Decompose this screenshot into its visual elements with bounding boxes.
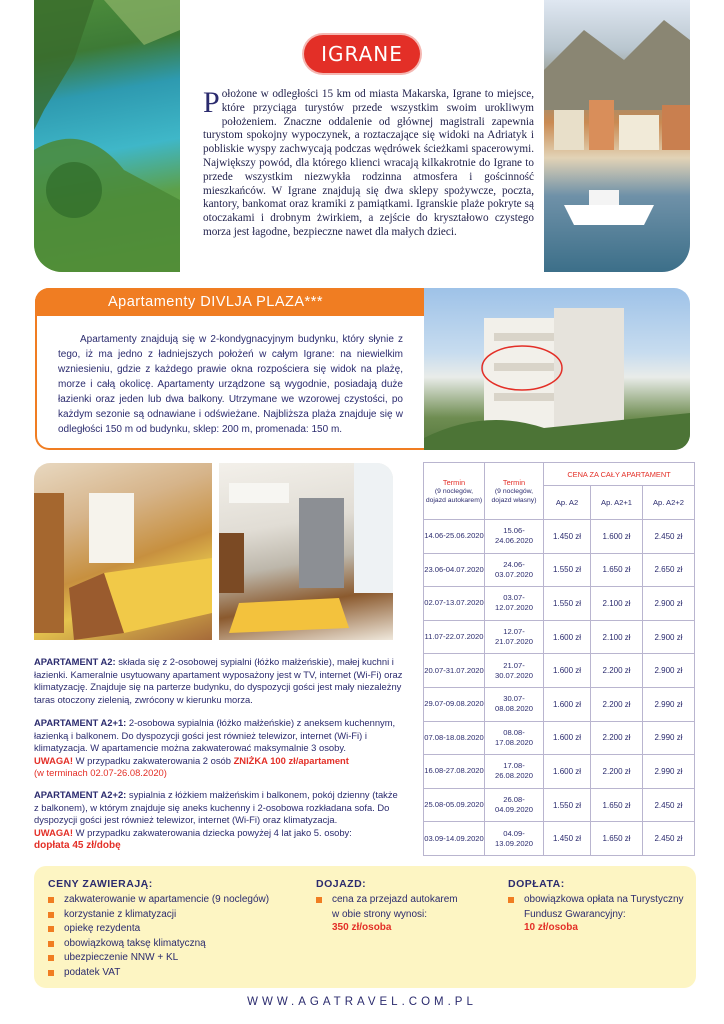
extra-text: obowiązkowa opłata na Turystyczny Fundusz Gwarancyjny: [508,893,688,922]
table-row [424,520,695,554]
cell-own: 12.07-21.07.2020 [485,620,544,654]
cell-a21: 2.200 zł [591,721,643,755]
cell-bus: 29.07-09.08.2020 [424,687,485,721]
apartment-a21-discount: ZNIŻKA 100 zł/apartament [233,754,349,766]
list-item: zakwaterowanie w apartamencie (9 noclegów) [48,893,298,908]
includes-title: CENY ZAWIERAJĄ: [48,878,153,890]
cell-a22: 2.650 zł [643,553,695,587]
apartment-a21-description [34,717,404,780]
extra-title: DOPŁATA: [508,878,565,890]
cell-a2: 1.600 zł [544,721,591,755]
cell-a22: 2.990 zł [643,755,695,789]
dropcap: P [203,86,220,119]
list-item: korzystanie z klimatyzacji [48,908,298,923]
list-item: podatek VAT [48,966,298,981]
cell-a22: 2.450 zł [643,788,695,822]
cell-a22: 2.450 zł [643,520,695,554]
cell-bus: 16.08-27.08.2020 [424,755,485,789]
cell-a2: 1.550 zł [544,788,591,822]
cell-own: 24.06-03.07.2020 [485,553,544,587]
apartment-a22-warning-text: W przypadku zakwaterowania dziecka powyżej 4 lat jako 5. osoby: [75,826,352,838]
extra-price: 10 zł/osoba [524,922,578,933]
cell-a2: 1.600 zł [544,620,591,654]
cell-a2: 1.600 zł [544,687,591,721]
cell-own: 04.09-13.09.2020 [485,822,544,856]
cell-own: 30.07-08.08.2020 [485,687,544,721]
cell-bus: 23.06-04.07.2020 [424,553,485,587]
website-link[interactable]: WWW.AGATRAVEL.COM.PL [247,996,477,1008]
cell-bus: 07.08-18.08.2020 [424,721,485,755]
cell-bus: 25.08-05.09.2020 [424,788,485,822]
cell-bus: 20.07-31.07.2020 [424,654,485,688]
table-row [424,553,695,587]
cell-a21: 1.650 zł [591,553,643,587]
price-table [423,462,695,856]
cell-a21: 2.100 zł [591,620,643,654]
apartment-a22-warning-label: UWAGA! [34,826,74,838]
cell-a21: 2.200 zł [591,654,643,688]
cell-bus: 03.09-14.09.2020 [424,822,485,856]
apartment-a21-warning-text: W przypadku zakwaterowania 2 osób [75,754,231,766]
cell-bus: 11.07-22.07.2020 [424,620,485,654]
travel-title: DOJAZD: [316,878,367,890]
col-header-own [485,463,544,520]
cell-a21: 2.100 zł [591,587,643,621]
cell-own: 08.08-17.08.2020 [485,721,544,755]
apartment-a21-warning-label: UWAGA! [34,754,74,766]
col-header-bus [424,463,485,520]
page-title: IGRANE [304,35,420,73]
intro-paragraph: ołożone w odległości 15 km od miasta Makarska, Igrane to miejsce, które przyciąga turystów przede wszystkim swoim urokliwym położeniem. Znaczne oddalenie od głównej magistrali zapewnia turystom spokojny wypoczynek, a roztaczające się widoki na Adriatyk i pobliskie wyspy zachwycają podczas wędrówek ścieżkami spacerowymi. Największy powód, dla którego klienci wracają kilkakrotnie do Igrane to przede wszystkim niezwykła rodzinna atmosfera i gościnność mieszkańców. W Igrane znajdują się dwa sklepy spożywcze, poczta, kantory, bankomat oraz kramiki z pamiątkami. Igranskie plaże pokryte są otoczakami i drobnym żwirkiem, a zejście do kryształowo czystego morza jest łagodne, bezpieczne nawet dla małych dzieci. [203,88,534,238]
apartment-a2-description [34,656,404,706]
travel-list [316,893,466,922]
cell-a22: 2.900 zł [643,620,695,654]
apartment-a21-text: 2-osobowa sypialnia (łóżko małżeńskie) z aneksem kuchennym, łazienką i balkonem. Do dyspozycji gości jest również telewizor, internet (Wi-Fi) i klimatyzacja. W apartamencie można zakwaterować maksymalnie 3 osoby. [34,717,396,754]
photo-kitchen [219,463,393,640]
apartments-description: Apartamenty znajdują się w 2-kondygnacyjnym budynku, który słynie z tego, iż ma jedno z ładniejszych położeń w całym Igrane: na niewielkim wzniesieniu, gdzie z każdego prawie okna rozpościera się widok na plażę, morze i całą okolicę. Apartamenty urządzone są wygodnie, posiadają duże łazienki oraz jeden lub dwa balkony. Utrzymane we wzorowej czystości, po każdym sezonie są odnawiane i odświeżane. Najbliższa plaża znajduje się w odległości 150 m od budynku, sklep: 200 m, promenada: 150 m. [58,334,403,435]
cell-own: 26.08-04.09.2020 [485,788,544,822]
cell-a2: 1.550 zł [544,553,591,587]
cell-a21: 2.200 zł [591,687,643,721]
apartments-heading: Apartamenty DIVLJA PLAZA*** [35,288,424,316]
cell-a2: 1.550 zł [544,587,591,621]
col-header-a22: Ap. A2+2 [643,486,695,520]
travel-price: 350 zł/osoba [332,922,392,933]
cell-a2: 1.450 zł [544,520,591,554]
list-item: opiekę rezydenta [48,922,298,937]
table-row [424,755,695,789]
cell-own: 15.06-24.06.2020 [485,520,544,554]
cell-a2: 1.600 zł [544,654,591,688]
apartment-a22-surcharge: dopłata 45 zł/dobę [34,840,121,852]
apartment-a22-description [34,789,404,853]
apartment-a2-text: składa się z 2-osobowej sypialni (łóżko małżeńskie), małej kuchni i łazienki. Kameralnie usytuowany apartament wyposażony jest w TV, internet (Wi-Fi) oraz klimatyzację. Znajduje się na parterze budynku, do dyspozycji gości jest mały niezależny taras otoczony zielenią, zwrócony w kierunku morza. [34,656,403,705]
cell-a21: 1.650 zł [591,788,643,822]
cell-a2: 1.600 zł [544,755,591,789]
table-row [424,587,695,621]
col-header-bus-title: Termin [442,477,466,487]
table-row [424,788,695,822]
apartment-a22-label: APARTAMENT A2+2: [34,789,127,800]
photo-coast [34,0,180,272]
cell-a21: 1.650 zł [591,822,643,856]
cell-a22: 2.900 zł [643,587,695,621]
intro-text [203,88,534,240]
table-row [424,721,695,755]
cell-own: 03.07-12.07.2020 [485,587,544,621]
list-item: ubezpieczenie NNW + KL [48,951,298,966]
apartment-a2-label: APARTAMENT A2: [34,656,116,667]
cell-bus: 14.06-25.06.2020 [424,520,485,554]
col-header-own-title: Termin [502,477,526,487]
apartment-a21-label: APARTAMENT A2+1: [34,717,127,728]
table-row [424,687,695,721]
col-header-a2: Ap. A2 [544,486,591,520]
table-row [424,822,695,856]
travel-text: cena za przejazd autokarem w obie strony wynosi: [316,893,466,922]
cell-a22: 2.990 zł [643,687,695,721]
table-row [424,654,695,688]
cell-a21: 1.600 zł [591,520,643,554]
list-item: obowiązkową taksę klimatyczną [48,937,298,952]
cell-a22: 2.450 zł [643,822,695,856]
cell-a22: 2.900 zł [643,654,695,688]
photo-bedroom [34,463,212,640]
cell-own: 17.08-26.08.2020 [485,755,544,789]
cell-a21: 2.200 zł [591,755,643,789]
extra-list [508,893,688,922]
col-header-bus-sub: (9 noclegów, dojazd autokarem) [425,487,483,504]
apartment-a22-text: sypialnia z łóżkiem małżeńskim i balkonem, pokój dzienny (także z balkonem), w którym znajduje się aneks kuchenny i 2-osobowa rozkładana sofa. Do dyspozycji gości jest również telewizor, internet (Wi-Fi) oraz klimatyzacja. [34,789,398,826]
col-header-a21: Ap. A2+1 [591,486,643,520]
col-header-own-sub: (9 noclegów, dojazd własny) [491,487,537,504]
table-row [424,620,695,654]
photo-town-harbour [544,0,690,272]
cell-own: 21.07-30.07.2020 [485,654,544,688]
cell-a22: 2.990 zł [643,721,695,755]
col-header-group: CENA ZA CAŁY APARTAMENT [544,463,695,486]
photo-building [424,288,690,450]
includes-list [48,893,298,980]
apartment-a21-discount-note: (w terminach 02.07-26.08.2020) [34,767,167,779]
cell-a2: 1.450 zł [544,822,591,856]
cell-bus: 02.07-13.07.2020 [424,587,485,621]
